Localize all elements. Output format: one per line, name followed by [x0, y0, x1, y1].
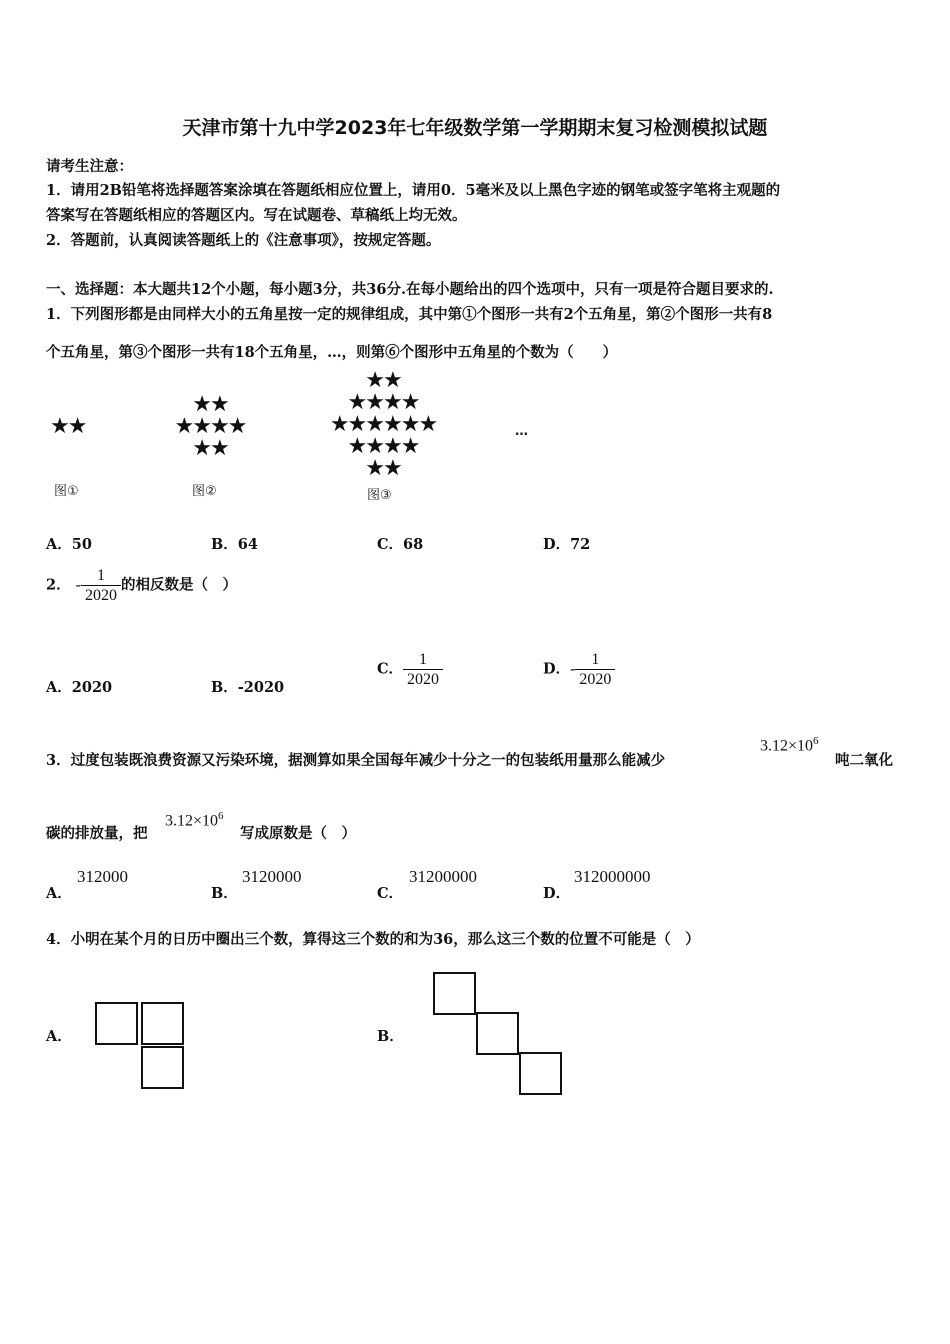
- star-row: ★★★★: [174, 414, 246, 439]
- q1-caption-3: 图③: [367, 488, 392, 503]
- q3-stem-line-1: 3．过度包装既浪费资源又污染环境，据测算如果全国每年减少十分之一的包装纸用量那么能减少: [46, 752, 666, 769]
- q3-option-c-label: C．: [377, 885, 404, 902]
- star-row: ★★★★: [347, 390, 419, 415]
- notice-line-1: 1．请用2B铅笔将选择题答案涂填在答题纸相应位置上，请用0．5毫米及以上黑色字迹的钢笔或签字笔将主观题的: [46, 182, 781, 199]
- q3-option-b-value: 3120000: [242, 867, 302, 886]
- q4-option-a-figure: [95, 1002, 195, 1094]
- calendar-cell: [141, 1046, 184, 1089]
- q1-figure-2: [170, 394, 250, 460]
- calendar-cell: [141, 1002, 184, 1045]
- notice-line-3: 2．答题前，认真阅读答题纸上的《注意事项》，按规定答题。: [46, 232, 441, 249]
- q1-option-d: D．72: [543, 536, 591, 553]
- q1-option-a: A．50: [46, 536, 92, 553]
- q2-stem: 2． - $\frac{1}{2020}$ 的相反数是（ ）: [46, 567, 237, 604]
- q1-option-b: B．64: [211, 536, 258, 553]
- q2-option-d: D．- $\frac{1}{2020}$: [543, 650, 615, 689]
- q3-option-a-value: 312000: [77, 867, 128, 886]
- q4-option-a-label: A．: [46, 1028, 72, 1045]
- calendar-cell: [476, 1012, 519, 1055]
- star-row: ★★: [365, 456, 401, 481]
- q2-option-d-fraction: $\frac{1}{2020}$: [575, 650, 615, 689]
- q3-sci-number-2: $3.12\times 10^6$: [165, 810, 224, 830]
- q3-option-d-value: 312000000: [574, 867, 651, 886]
- q3-stem-line-2-tail: 写成原数是（ ）: [240, 825, 356, 842]
- star-row: ★★: [192, 392, 228, 417]
- page-title: 天津市第十九中学2023年七年级数学第一学期期末复习检测模拟试题: [182, 117, 768, 139]
- q1-caption-2: 图②: [192, 484, 217, 499]
- star-row: ★★★★★★: [329, 412, 437, 437]
- q1-figure-1: [50, 416, 85, 438]
- q1-stem-line-1: 1．下列图形都是由同样大小的五角星按一定的规律组成，其中第①个图形一共有2个五角星，第②个图形一共有8: [46, 306, 773, 323]
- notice-line-2: 答案写在答题纸相应的答题区内。写在试题卷、草稿纸上均无效。: [46, 207, 467, 224]
- q4-option-b-label: B．: [377, 1028, 404, 1045]
- q3-option-a-label: A．: [46, 885, 72, 902]
- q1-option-c: C．68: [377, 536, 424, 553]
- star-row: ★★: [365, 368, 401, 393]
- q1-caption-1: 图①: [54, 484, 79, 499]
- q2-option-b: B．-2020: [211, 679, 285, 696]
- q4-option-b-figure: [433, 972, 573, 1097]
- star-row: ★★★★: [347, 434, 419, 459]
- notice-heading: 请考生注意：: [46, 158, 133, 175]
- calendar-cell: [433, 972, 476, 1015]
- q3-option-c-value: 31200000: [409, 867, 477, 886]
- q1-figure-3: [322, 370, 444, 480]
- q3-option-d-label: D．: [543, 885, 571, 902]
- q1-stem-line-2: 个五角星，第③个图形一共有18个五角星，…，则第⑥个图形中五角星的个数为（ ）: [46, 344, 618, 361]
- q1-ellipsis: …: [515, 424, 528, 439]
- q2-option-c-fraction: $\frac{1}{2020}$: [403, 650, 443, 689]
- q2-option-c: C． $\frac{1}{2020}$: [377, 650, 443, 689]
- q3-option-b-label: B．: [211, 885, 238, 902]
- star-row: ★★: [50, 414, 86, 439]
- q2-option-a: A．2020: [46, 679, 113, 696]
- section-heading: 一、选择题：本大题共12个小题，每小题3分，共36分.在每小题给出的四个选项中，只有一项是符合题目要求的.: [46, 281, 774, 298]
- q3-sci-number-1: $3.12\times 10^6$: [760, 735, 819, 755]
- q3-stem-line-2-head: 碳的排放量，把: [46, 825, 148, 842]
- star-row: ★★: [192, 436, 228, 461]
- q2-stem-fraction: $\frac{1}{2020}$: [81, 566, 121, 605]
- q3-stem-line-1-tail: 吨二氧化: [835, 752, 893, 769]
- calendar-cell: [519, 1052, 562, 1095]
- calendar-cell: [95, 1002, 138, 1045]
- q4-stem: 4．小明在某个月的日历中圈出三个数，算得这三个数的和为36，那么这三个数的位置不可能是（ ）: [46, 931, 700, 948]
